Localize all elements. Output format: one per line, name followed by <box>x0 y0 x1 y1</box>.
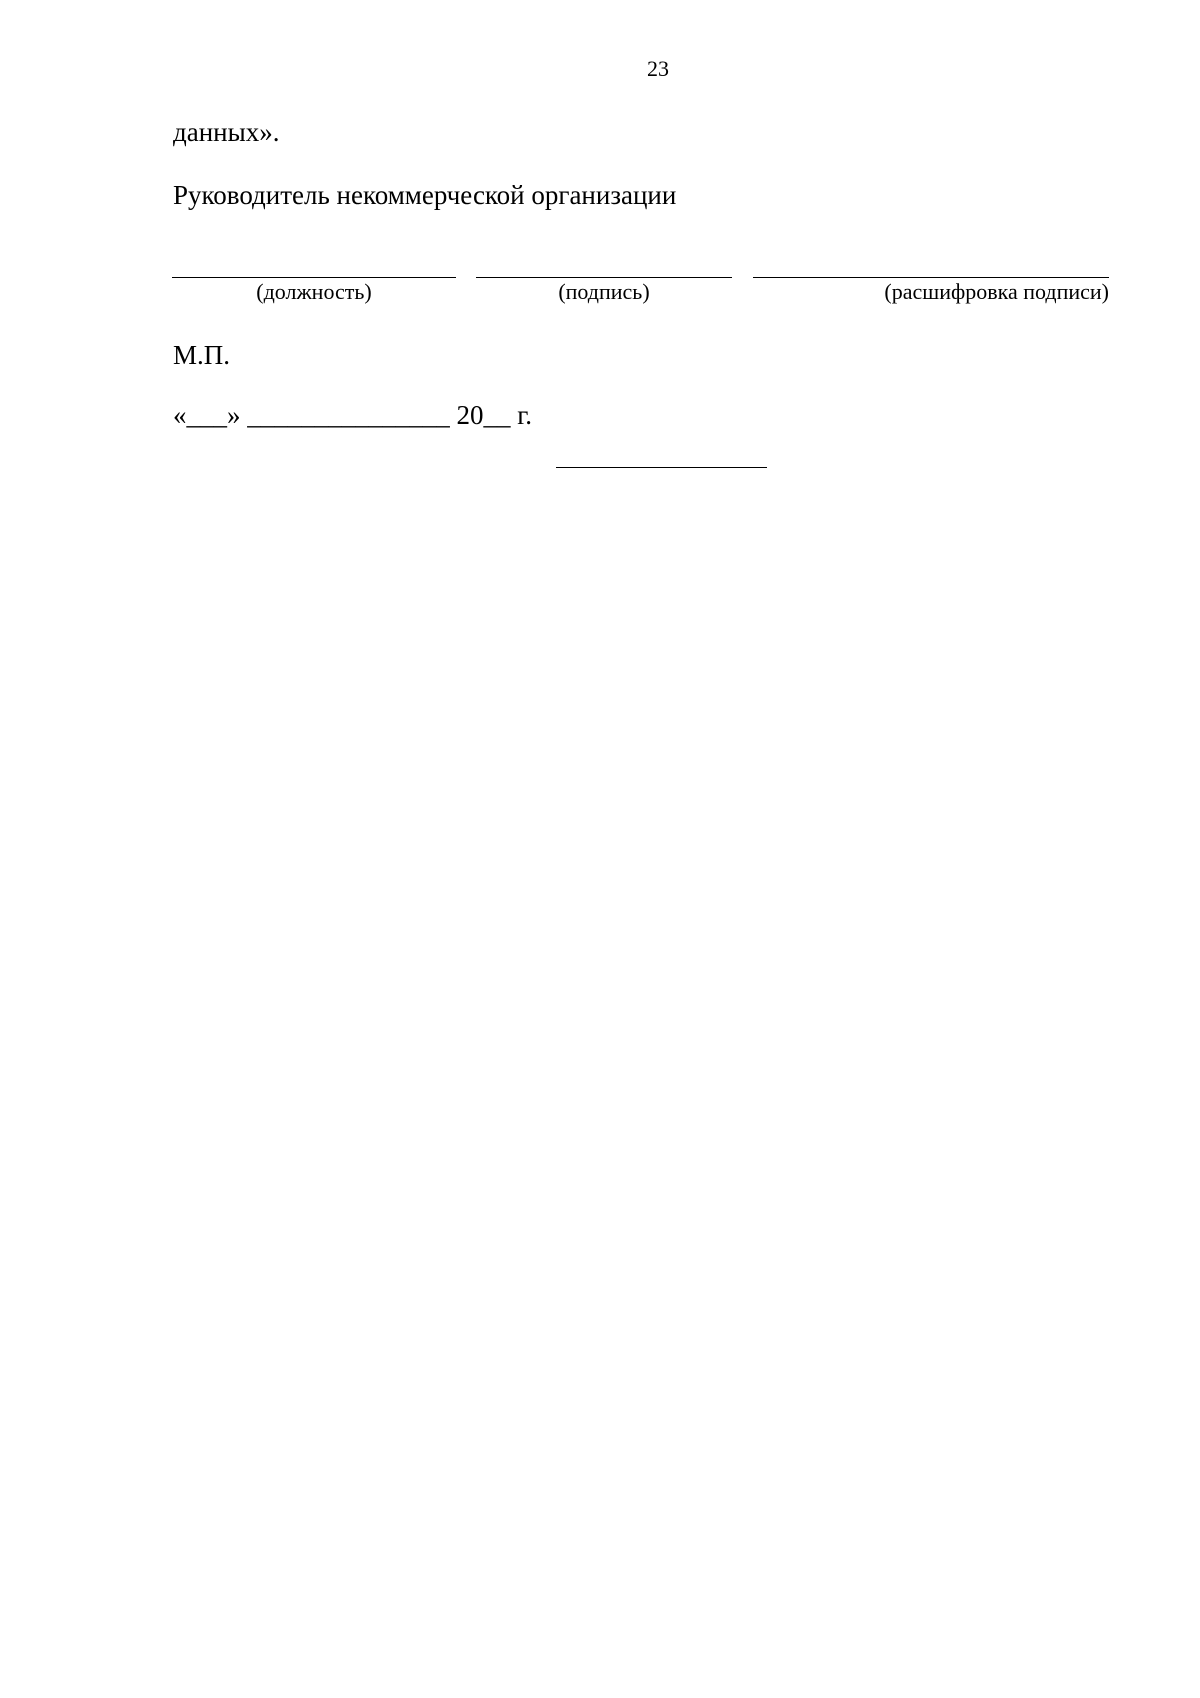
footer-rule <box>556 467 767 468</box>
position-line <box>172 277 456 278</box>
signature-caption: (подпись) <box>558 279 650 304</box>
signature-decoding-caption: (расшифровка подписи) <box>884 279 1109 304</box>
stamp-place-label: М.П. <box>173 340 231 370</box>
position-caption: (должность) <box>256 279 372 304</box>
continuation-text: данных». <box>173 117 280 147</box>
signature-line <box>476 277 732 278</box>
date-line: «___» _______________ 20__ г. <box>173 400 533 430</box>
head-of-organization-label: Руководитель некоммерческой организации <box>173 180 677 210</box>
page-number: 23 <box>647 56 669 81</box>
signature-decoding-line <box>753 277 1109 278</box>
